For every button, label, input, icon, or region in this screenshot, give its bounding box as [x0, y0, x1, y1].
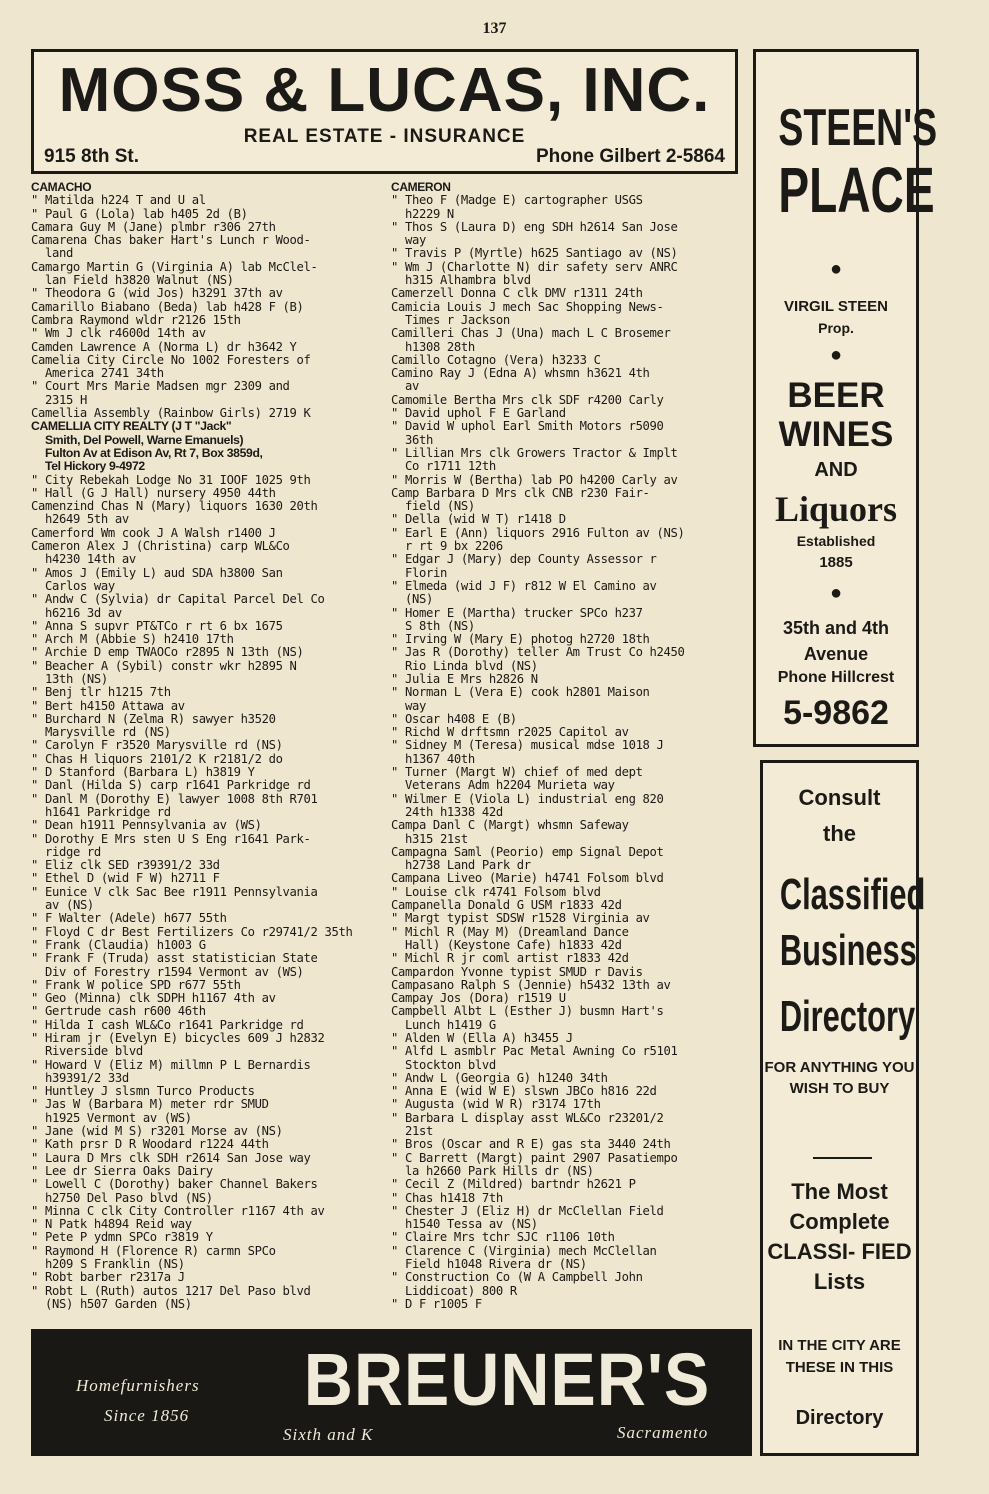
directory-entry: " Anna S supvr PT&TCo r rt 6 bx 1675 [31, 618, 283, 633]
directory-entry: " Anna E (wid W E) slswn JBCo h816 22d [391, 1084, 657, 1099]
directory-entry: Campanella Donald G USM r1833 42d [391, 898, 622, 913]
directory-entry: Camarillo Biabano (Beda) lab h428 F (B) [31, 299, 304, 314]
steen-beer: BEER [787, 376, 885, 415]
directory-entry: h4230 14th av [45, 552, 136, 567]
directory-entry: 21st [405, 1124, 433, 1139]
classified-line3: Classified [779, 870, 926, 919]
directory-column-left [31, 181, 386, 1311]
directory-entry: " Michl R jr coml artist r1833 42d [391, 951, 629, 966]
classified-line1: Consult [798, 785, 881, 810]
directory-entry: Liddicoat) 800 R [405, 1283, 517, 1298]
directory-entry: Field h1048 Rivera dr (NS) [405, 1257, 587, 1272]
directory-entry: " Hilda I cash WL&Co r1641 Parkridge rd [31, 1017, 304, 1032]
directory-entry: h1308 28th [405, 339, 475, 354]
page-number: 137 [482, 20, 507, 37]
steen-liquors: Liquors [774, 489, 898, 529]
directory-entry: " Jas W (Barbara M) meter rdr SMUD [31, 1097, 269, 1112]
directory-entry: " Raymond H (Florence R) carmn SPCo [31, 1243, 276, 1258]
directory-entry: Camargo Martin G (Virginia A) lab McClel- [31, 259, 318, 274]
directory-entry: (NS) [405, 592, 433, 607]
directory-entry: ridge rd [45, 844, 101, 859]
directory-entry: Camerzell Donna C clk DMV r1311 24th [391, 286, 643, 301]
directory-entry: " Paul G (Lola) lab h405 2d (B) [31, 206, 248, 221]
directory-entry: Marysville rd (NS) [45, 725, 171, 740]
directory-entry: " Wm J clk r4600d 14th av [31, 326, 206, 341]
directory-entry: " Thos S (Laura D) eng SDH h2614 San Jose [391, 219, 678, 234]
directory-entry: " Robt L (Ruth) autos 1217 Del Paso blvd [31, 1283, 311, 1298]
directory-entry: " D Stanford (Barbara L) h3819 Y [31, 765, 255, 780]
directory-entry: h2229 N [405, 206, 454, 221]
directory-entry: h1641 Parkridge rd [45, 804, 171, 819]
steen-owner-title: Prop. [818, 320, 854, 336]
directory-entry: " N Patk h4894 Reid way [31, 1217, 192, 1232]
directory-entry: " Jane (wid M S) r3201 Morse av (NS) [31, 1124, 283, 1139]
directory-entry: " Danl M (Dorothy E) lawyer 1008 8th R701 [31, 791, 318, 806]
directory-entry: Campasano Ralph S (Jennie) h5432 13th av [391, 977, 671, 992]
directory-entry: Campardon Yvonne typist SMUD r Davis [391, 964, 643, 979]
steen-and: AND [814, 459, 858, 481]
directory-entry: " Gertrude cash r600 46th [31, 1004, 206, 1019]
directory-entry: " Laura D Mrs clk SDH r2614 San Jose way [31, 1150, 311, 1165]
directory-entry: " David uphol F E Garland [391, 406, 566, 421]
bullet-dot: ● [829, 344, 843, 366]
breuner-brand: BREUNER'S [303, 1338, 711, 1421]
directory-entry: " Michl R (May M) (Dreamland Dance [391, 924, 629, 939]
directory-entry: Veterans Adm h2204 Murieta way [405, 778, 615, 793]
breuner-tagline-1: Homefurnishers [76, 1376, 200, 1395]
directory-entry: h315 Alhambra blvd [405, 273, 531, 288]
classified-line5: Directory [779, 992, 916, 1041]
classified-line7: The Most Complete CLASSI- FIED Lists [767, 1179, 912, 1294]
directory-entry: " Carolyn F r3520 Marysville rd (NS) [31, 738, 283, 753]
classified-directory-ad [760, 760, 926, 1456]
directory-entry: lan Field h3820 Walnut (NS) [45, 273, 234, 288]
directory-entry: " Edgar J (Mary) dep County Assessor r [391, 552, 657, 567]
directory-entry: " Barbara L display asst WL&Co r23201/2 [391, 1110, 664, 1125]
steen-address-1: 35th and 4th [782, 618, 889, 638]
directory-entry: Carlos way [45, 578, 115, 593]
steen-established: Established [796, 533, 876, 549]
directory-entry: Florin [405, 565, 447, 580]
directory-entry: " Cecil Z (Mildred) bartndr h2621 P [391, 1177, 636, 1192]
directory-entry: " Hall (G J Hall) nursery 4950 44th [31, 485, 276, 500]
directory-entry: Cameron Alex J (Christina) carp WL&Co [31, 539, 290, 554]
directory-entry: " D F r1005 F [391, 1296, 482, 1311]
directory-entry: Fulton Av at Edison Av, Rt 7, Box 3859d, [45, 445, 263, 460]
directory-entry: " Construction Co (W A Campbell John [391, 1270, 643, 1285]
directory-entry: Cambra Raymond wldr r2126 15th [31, 312, 241, 327]
directory-entry: Campagna Saml (Peorio) emp Signal Depot [391, 844, 664, 859]
directory-entry: " Oscar h408 E (B) [391, 711, 517, 726]
directory-entry: " Minna C clk City Controller r1167 4th av [31, 1203, 325, 1218]
directory-entry: America 2741 34th [45, 366, 164, 381]
ad-services: REAL ESTATE - INSURANCE [243, 126, 526, 147]
directory-entry: " Dean h1911 Pennsylvania av (WS) [31, 818, 262, 833]
directory-entry: " Robt barber r2317a J [31, 1270, 185, 1285]
directory-entry: " Frank F (Truda) asst statistician State [31, 951, 318, 966]
classified-line8: IN THE CITY ARE THESE IN THIS [778, 1337, 901, 1376]
directory-entry: land [45, 246, 73, 261]
directory-entry: " Ethel D (wid F W) h2711 F [31, 871, 220, 886]
directory-entry: Camerford Wm cook J A Walsh r1400 J [31, 525, 276, 540]
ad-phone: Phone Gilbert 2-5864 [535, 146, 725, 167]
directory-entry: " Wilmer E (Viola L) industrial eng 820 [391, 791, 664, 806]
directory-entry: " Irving W (Mary E) photog h2720 18th [391, 632, 650, 647]
directory-entry: " Bros (Oscar and R E) gas sta 3440 24th [391, 1137, 671, 1152]
directory-entry: CAMACHO [31, 181, 92, 194]
directory-entry: Times r Jackson [405, 312, 510, 327]
directory-entry: Campay Jos (Dora) r1519 U [391, 991, 566, 1006]
directory-entry: " Homer E (Martha) trucker SPCo h237 [391, 605, 643, 620]
directory-entry: h1925 Vermont av (WS) [45, 1110, 192, 1125]
directory-entry: " Andw L (Georgia G) h1240 34th [391, 1070, 608, 1085]
directory-entry: 13th (NS) [45, 671, 108, 686]
directory-entry: " Richd W drftsmn r2025 Capitol av [391, 725, 629, 740]
directory-entry: Camilleri Chas J (Una) mach L C Brosemer [391, 326, 671, 341]
directory-entry: " Frank W police SPD r677 55th [31, 977, 241, 992]
moss-lucas-ad [31, 49, 738, 174]
breuner-address: Sixth and K [283, 1425, 374, 1444]
directory-entry: " Chas h1418 7th [391, 1190, 503, 1205]
directory-entry: " Geo (Minna) clk SDPH h1167 4th av [31, 991, 276, 1006]
directory-entry: 2315 H [45, 392, 87, 407]
directory-entry: " Travis P (Myrtle) h625 Santiago av (NS) [391, 246, 678, 261]
breuners-ad [31, 1329, 752, 1456]
directory-entry: " Matilda h224 T and U al [31, 193, 206, 208]
directory-entry: " Bert h4150 Attawa av [31, 698, 185, 713]
directory-entry: " Frank (Claudia) h1003 G [31, 937, 206, 952]
directory-entry: Riverside blvd [45, 1044, 143, 1059]
directory-entry: Rio Linda blvd (NS) [405, 658, 538, 673]
directory-entry: Camino Ray J (Edna A) whsmn h3621 4th [391, 366, 650, 381]
ad-company-name: MOSS & LUCAS, INC. [58, 56, 711, 125]
directory-entry: " Louise clk r4741 Folsom blvd [391, 884, 601, 899]
directory-entry: av [405, 379, 419, 394]
directory-entry: h1540 Tessa av (NS) [405, 1217, 538, 1232]
directory-entry: way [405, 698, 426, 713]
directory-entry: " Andw C (Sylvia) dr Capital Parcel Del Co [31, 592, 325, 607]
directory-entry: " David W uphol Earl Smith Motors r5090 [391, 419, 664, 434]
directory-entry: " Pete P ydmn SPCo r3819 Y [31, 1230, 213, 1245]
directory-entry: " Huntley J slsmn Turco Products [31, 1084, 255, 1099]
directory-entry: Tel Hickory 9-4972 [45, 459, 145, 474]
directory-entry: av (NS) [45, 898, 94, 913]
directory-entry: h209 S Franklin (NS) [45, 1257, 185, 1272]
directory-entry: " Amos J (Emily L) aud SDA h3800 San [31, 565, 283, 580]
directory-entry: (NS) h507 Garden (NS) [45, 1296, 192, 1311]
directory-entry: " Eliz clk SED r39391/2 33d [31, 858, 220, 873]
steen-phone-label: Phone Hillcrest [777, 669, 895, 686]
directory-entry: Camomile Bertha Mrs clk SDF r4200 Carly [391, 392, 664, 407]
directory-entry: " Theodora G (wid Jos) h3291 37th av [31, 286, 283, 301]
directory-entry: " Augusta (wid W R) r3174 17th [391, 1097, 601, 1112]
directory-entry: " Archie D emp TWAOCo r2895 N 13th (NS) [31, 645, 304, 660]
directory-entry: " Dorothy E Mrs sten U S Eng r1641 Park- [31, 831, 311, 846]
directory-entry: " Lee dr Sierra Oaks Dairy [31, 1163, 213, 1178]
directory-entry: " Alfd L asmblr Pac Metal Awning Co r5101 [391, 1044, 678, 1059]
classified-line6: FOR ANYTHING YOU WISH TO BUY [764, 1059, 915, 1097]
directory-entry: " Eunice V clk Sac Bee r1911 Pennsylvania [31, 884, 318, 899]
directory-entry: Hall) (Keystone Cafe) h1833 42d [405, 937, 622, 952]
directory-entry: Camellia Assembly (Rainbow Girls) 2719 K [31, 406, 311, 421]
directory-entry: " Chas H liquors 2101/2 K r2181/2 do [31, 751, 283, 766]
directory-entry: " F Walter (Adele) h677 55th [31, 911, 227, 926]
directory-entry: " Morris W (Bertha) lab PO h4200 Carly av [391, 472, 678, 487]
directory-entry: " Norman L (Vera E) cook h2801 Maison [391, 685, 650, 700]
steen-title-line1: STEEN'S [778, 99, 938, 157]
directory-entry: " Wm J (Charlotte N) dir safety serv ANRC [391, 259, 678, 274]
directory-entry: " Elmeda (wid J F) r812 W El Camino av [391, 578, 657, 593]
bullet-dot: ● [829, 258, 843, 280]
directory-entry: Camelia City Circle No 1002 Foresters of [31, 352, 311, 367]
steen-phone-number: 5-9862 [783, 694, 889, 732]
directory-entry: " Sidney M (Teresa) musical mdse 1018 J [391, 738, 664, 753]
directory-entry: Campana Liveo (Marie) h4741 Folsom blvd [391, 871, 664, 886]
directory-entry: Camillo Cotagno (Vera) h3233 C [391, 352, 601, 367]
classified-line9: Directory [795, 1407, 884, 1429]
directory-entry: " Kath prsr D R Woodard r1224 44th [31, 1137, 269, 1152]
directory-entry: " C Barrett (Margt) paint 2907 Pasatiempo [391, 1150, 678, 1165]
divider [813, 1157, 872, 1159]
directory-entry: la h2660 Park Hills dr (NS) [405, 1163, 594, 1178]
directory-entry: Lunch h1419 G [405, 1017, 496, 1032]
directory-entry: h2738 Land Park dr [405, 858, 531, 873]
directory-entry: Smith, Del Powell, Warne Emanuels) [45, 432, 244, 447]
directory-entry: Camarena Chas baker Hart's Lunch r Wood- [31, 233, 311, 248]
directory-entry: " Lillian Mrs clk Growers Tractor & Implt [391, 445, 678, 460]
steen-wines: WINES [778, 415, 894, 454]
directory-entry: " Alden W (Ella A) h3455 J [391, 1031, 573, 1045]
breuner-tagline-2: Since 1856 [104, 1406, 190, 1425]
directory-column-right [391, 181, 749, 1311]
directory-entry: Div of Forestry r1594 Vermont av (WS) [45, 964, 304, 979]
directory-entry: Camp Barbara D Mrs clk CNB r230 Fair- [391, 485, 650, 500]
directory-entry: h6216 3d av [45, 605, 122, 620]
directory-entry: " Danl (Hilda S) carp r1641 Parkridge rd [31, 778, 311, 793]
directory-entry: Co r1711 12th [405, 459, 496, 474]
directory-entry: r rt 9 bx 2206 [405, 539, 503, 554]
steen-title-line2: PLACE [778, 154, 935, 226]
directory-entry: " Lowell C (Dorothy) baker Channel Bakers [31, 1177, 318, 1192]
directory-entry: Camenzind Chas N (Mary) liquors 1630 20th [31, 499, 318, 514]
directory-entry: " Burchard N (Zelma R) sawyer h3520 [31, 711, 276, 726]
directory-entry: Campbell Albt L (Esther J) busmn Hart's [391, 1004, 664, 1019]
directory-entry: CAMELLIA CITY REALTY (J T "Jack" [31, 419, 232, 434]
directory-entry: " Hiram jr (Evelyn E) bicycles 609 J h2832 [31, 1031, 325, 1045]
directory-entry: " Court Mrs Marie Madsen mgr 2309 and [31, 379, 290, 394]
directory-entry: " Arch M (Abbie S) h2410 17th [31, 632, 234, 647]
ad-address: 915 8th St. [44, 146, 140, 167]
directory-entry: h2649 5th av [45, 512, 129, 527]
directory-entry: Camden Lawrence A (Norma L) dr h3642 Y [31, 339, 297, 354]
directory-entry: " City Rebekah Lodge No 31 IOOF 1025 9th [31, 472, 311, 487]
directory-entry: h1367 40th [405, 751, 475, 766]
directory-entry: way [405, 233, 426, 248]
directory-entry: 36th [405, 432, 433, 447]
directory-entry: " Margt typist SDSW r1528 Virginia av [391, 911, 650, 926]
directory-entry: 24th h1338 42d [405, 804, 503, 819]
directory-entry: " Howard V (Eliz M) millmn P L Bernardis [31, 1057, 311, 1072]
directory-entry: Stockton blvd [405, 1057, 496, 1072]
directory-entry: " Turner (Margt W) chief of med dept [391, 765, 643, 780]
classified-line2: the [823, 821, 856, 846]
directory-entry: field (NS) [405, 499, 475, 514]
directory-entry: " Della (wid W T) r1418 D [391, 512, 566, 527]
directory-entry: h39391/2 33d [45, 1070, 129, 1085]
directory-entry: " Julia E Mrs h2826 N [391, 671, 538, 686]
directory-entry: " Chester J (Eliz H) dr McClellan Field [391, 1203, 664, 1218]
directory-entry: " Floyd C dr Best Fertilizers Co r29741/2 35th [31, 924, 353, 939]
directory-entry: CAMERON [391, 181, 451, 194]
directory-entry: S 8th (NS) [405, 618, 475, 633]
steens-place-ad [753, 49, 938, 747]
steen-year: 1885 [819, 554, 853, 571]
bullet-dot: ● [829, 582, 843, 604]
directory-entry: " Clarence C (Virginia) mech McClellan [391, 1243, 657, 1258]
directory-entry: " Theo F (Madge E) cartographer USGS [391, 193, 643, 208]
directory-entry: h315 21st [405, 831, 468, 846]
directory-entry: " Earl E (Ann) liquors 2916 Fulton av (NS) [391, 525, 685, 540]
directory-entry: " Claire Mrs tchr SJC r1106 10th [391, 1230, 615, 1245]
directory-entry: Camara Guy M (Jane) plmbr r306 27th [31, 219, 276, 234]
directory-entry: " Jas R (Dorothy) teller Am Trust Co h2450 [391, 645, 685, 660]
directory-entry: h2750 Del Paso blvd (NS) [45, 1190, 213, 1205]
directory-entry: " Beacher A (Sybil) constr wkr h2895 N [31, 658, 297, 673]
steen-address-2: Avenue [803, 644, 869, 664]
steen-owner: VIRGIL STEEN [784, 298, 888, 315]
directory-entry: Campa Danl C (Margt) whsmn Safeway [391, 818, 629, 833]
breuner-city: Sacramento [617, 1423, 709, 1442]
directory-entry: " Benj tlr h1215 7th [31, 685, 171, 700]
directory-entry: Camicia Louis J mech Sac Shopping News- [391, 299, 664, 314]
classified-line4: Business [779, 926, 917, 975]
